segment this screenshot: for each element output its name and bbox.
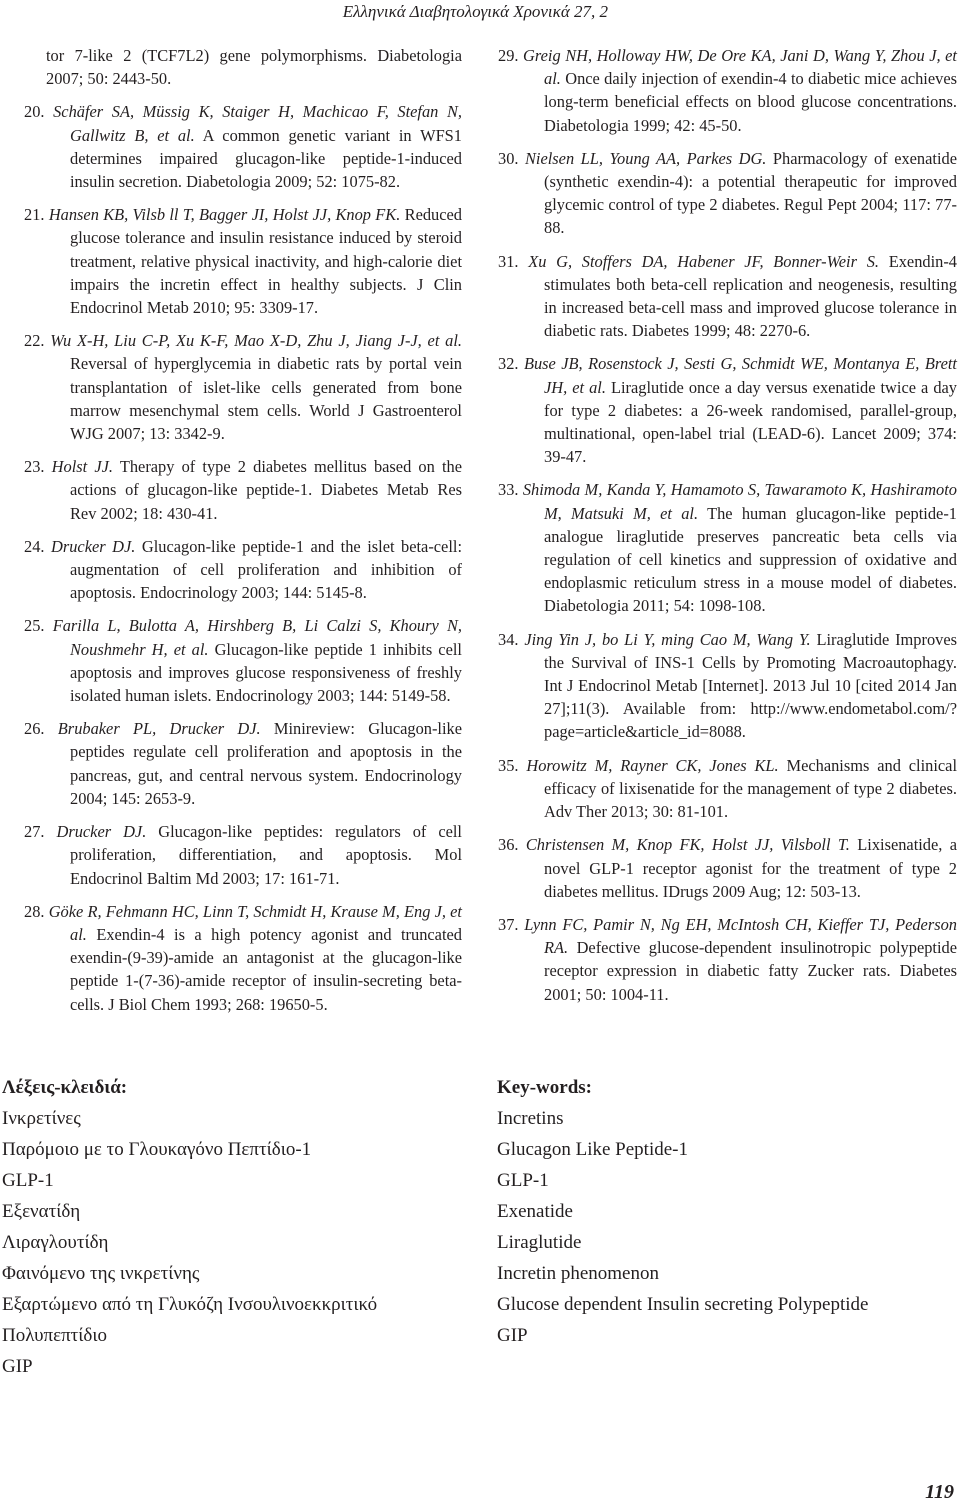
keywords-english-list xyxy=(497,1103,957,1351)
keyword-item: GIP xyxy=(497,1325,528,1346)
reference-number: 37. xyxy=(498,914,519,934)
reference-item xyxy=(498,628,957,744)
reference-text: Pharmacology of exenatide (synthetic exendin-4): a potential therapeutic for improved glycemic control of type 2 diabetes. Regul Pept 2004; 117: 77-88. xyxy=(544,148,957,238)
reference-text: Defective glucose-dependent insulinotropic polypeptide receptor expression in diabetic fatty Zucker rats. Diabetes 2001; 50: 1004-11. xyxy=(544,938,957,1004)
reference-authors: Brubaker PL, Drucker DJ. xyxy=(57,719,261,739)
reference-authors: Schäfer SA, Müssig K, Staiger H, Machicao F, Stefan N, Gallwitz B, et al. xyxy=(53,102,462,145)
references-right-column xyxy=(498,44,957,1016)
reference-text: Exendin-4 is a high potency agonist and truncated exendin-(9-39)-amide an antagonist at the glucagon-like peptide 1-(7-36)-amide receptor of insulin-secreting beta-cells. J Biol Chem 1993; 268: 19650-5. xyxy=(70,924,462,1014)
reference-number: 29. xyxy=(498,46,519,65)
reference-number: 28. xyxy=(24,901,45,921)
keyword-item: Exenatide xyxy=(497,1201,573,1222)
reference-authors: Farilla L, Bulotta A, Hirshberg B, Li Calzi S, Khoury N, Noushmehr H, et al. xyxy=(52,616,462,659)
keywords-greek-list xyxy=(2,1103,472,1382)
reference-text: Glucagon-like peptides: regulators of cell proliferation, differentiation, and apoptosis. Mol Endocrinol Baltim Md 2003; 17: 161-71. xyxy=(70,822,462,888)
running-header: Ελληνικά Διαβητολογικά Χρονικά 27, 2 xyxy=(342,2,608,21)
keyword-item: Ινκρετίνες xyxy=(2,1108,81,1129)
reference-item xyxy=(24,535,462,605)
reference-authors: Drucker DJ. xyxy=(51,536,136,556)
reference-item xyxy=(24,614,462,707)
reference-item xyxy=(24,329,462,445)
reference-item xyxy=(498,478,957,617)
reference-authors: Nielsen LL, Young AA, Parkes DG. xyxy=(524,148,767,168)
reference-number: 26. xyxy=(24,719,45,739)
reference-authors: Greig NH, Holloway HW, De Ore KA, Jani D, Wang Y, Zhou J, et al. xyxy=(523,46,957,89)
references-left-column xyxy=(24,44,462,1026)
reference-number: 30. xyxy=(498,148,519,168)
reference-text: Minireview: Glucagon-like peptides regulate cell proliferation and apoptosis in the pancreas, gut, and central nervous system. Endocrinology 2004; 145: 2653-9. xyxy=(70,719,462,808)
keyword-item: Glucose dependent Insulin secreting Polypeptide xyxy=(497,1294,869,1315)
reference-text: Liraglutide Improves the Survival of INS-1 Cells by Promoting Macroautophagy. Int J Endocrinol Metab [Internet]. 2013 Jul 10 [cited 2014 Jan 27];11(3). Available from: http://www.endometabol.com/?page=article&article_id=8088. xyxy=(544,629,957,742)
reference-text: A common genetic variant in WFS1 determines impaired glucagon-like peptide-1-induced insulin secretion. Diabetologia 2009; 52: 1075-82. xyxy=(70,125,462,192)
reference-number: 22. xyxy=(24,331,45,351)
reference-item xyxy=(498,147,957,240)
reference-number: 33. xyxy=(498,480,519,500)
reference-item xyxy=(498,250,957,343)
reference-authors: Göke R, Fehmann HC, Linn T, Schmidt H, Krause M, Eng J, et al. xyxy=(48,901,462,944)
reference-authors: Shimoda M, Kanda Y, Hamamoto S, Tawaramoto K, Hashiramoto M, Matsuki M, et al. xyxy=(522,480,957,523)
reference-number: 31. xyxy=(498,251,519,271)
reference-text: Mechanisms and clinical efficacy of lixisenatide for the management of type 2 diabetes. Adv Ther 2013; 30: 81-101. xyxy=(544,755,957,822)
reference-item xyxy=(24,100,462,193)
keyword-item: Liraglutide xyxy=(497,1232,582,1253)
reference-authors: Hansen KB, Vilsb ll T, Bagger JI, Holst JJ, Knop FK. xyxy=(48,205,401,225)
reference-number: 32. xyxy=(498,354,519,374)
reference-text: Glucagon-like peptide-1 and the islet beta-cell: augmentation of cell proliferation and inhibition of apoptosis. Endocrinology 2003; 144: 5145-8. xyxy=(70,536,462,603)
reference-text: Reversal of hyperglycemia in diabetic rats by portal vein transplantation of islet-like cells generated from bone marrow mesenchymal stem cells. World J Gastroenterol WJG 2007; 13: 3342-9. xyxy=(70,354,462,444)
keyword-item: Incretin phenomenon xyxy=(497,1263,659,1284)
reference-list-right xyxy=(498,44,957,1006)
keyword-item: Incretins xyxy=(497,1108,564,1129)
reference-authors: Xu G, Stoffers DA, Habener JF, Bonner-Weir S. xyxy=(528,251,879,271)
reference-text: Reduced glucose tolerance and insulin resistance induced by steroid treatment, relative physical inactivity, and high-calorie diet impairs the incretin effect in healthy subjects. J Clin Endocrinol Metab 2010; 95: 3309-17. xyxy=(70,205,462,318)
reference-authors: Buse JB, Rosenstock J, Sesti G, Schmidt WE, Montanya E, Brett JH, et al. xyxy=(523,354,957,397)
keywords-greek-title: Λέξεις-κλειδιά: xyxy=(2,1077,128,1098)
reference-number: 25. xyxy=(24,616,45,636)
reference-continuation: tor 7-like 2 (TCF7L2) gene polymorphisms. Diabetologia 2007; 50: 2443-50. xyxy=(46,46,462,89)
reference-item xyxy=(498,44,957,137)
reference-item xyxy=(498,352,957,468)
page-number: 119 xyxy=(925,1481,954,1503)
reference-item xyxy=(498,913,957,1006)
keyword-item: Λιραγλουτίδη xyxy=(2,1232,109,1253)
keyword-item: Πολυπεπτίδιο xyxy=(2,1325,107,1346)
keyword-item: Φαινόμενο της ινκρετίνης xyxy=(2,1263,200,1284)
reference-text: Exendin-4 stimulates both beta-cell replication and neogenesis, resulting in increased beta-cell mass and improved glucose tolerance in diabetic rats. Diabetes 1999; 48: 2270-6. xyxy=(544,251,957,341)
keyword-item: Glucagon Like Peptide-1 xyxy=(497,1139,689,1160)
reference-item xyxy=(24,900,462,1016)
reference-number: 21. xyxy=(24,205,45,225)
reference-authors: Christensen M, Knop FK, Holst JJ, Vilsboll T. xyxy=(525,835,850,855)
reference-list-left xyxy=(24,100,462,1015)
reference-text: Therapy of type 2 diabetes mellitus based on the actions of glucagon-like peptide-1. Diabetes Metab Res Rev 2002; 18: 430-41. xyxy=(70,457,462,523)
reference-text: The human glucagon-like peptide-1 analogue liraglutide preserves pancreatic beta cells via regulation of cell kinetics and suppression of oxidative and endoplasmic reticulum stress in a mouse model of diabetes. Diabetologia 2011; 54: 1098-108. xyxy=(544,503,957,616)
keyword-item: Εξενατίδη xyxy=(2,1201,81,1222)
keywords-greek xyxy=(2,1072,472,1382)
reference-number: 23. xyxy=(24,457,45,477)
reference-number: 35. xyxy=(498,755,519,775)
reference-item xyxy=(498,754,957,824)
reference-authors: Drucker DJ. xyxy=(56,822,147,842)
reference-authors: Holst JJ. xyxy=(51,457,113,477)
reference-number: 36. xyxy=(498,835,519,855)
reference-item xyxy=(24,455,462,525)
reference-number: 34. xyxy=(498,629,519,649)
reference-text: Liraglutide once a day versus exenatide twice a day for type 2 diabetes: a 26-week randomised, parallel-group, multinational, open-label trial (LEAD-6). Lancet 2009; 374: 39-47. xyxy=(544,377,957,467)
reference-item xyxy=(24,717,462,810)
keyword-item: GIP xyxy=(2,1356,33,1377)
keywords-english xyxy=(497,1072,957,1351)
keyword-item: GLP-1 xyxy=(2,1170,54,1191)
reference-text: Glucagon-like peptide 1 inhibits cell apoptosis and improves glucose responsiveness of freshly isolated human islets. Endocrinology 2003; 144: 5149-58. xyxy=(70,639,462,706)
keywords-english-title: Key-words: xyxy=(497,1077,592,1098)
reference-number: 20. xyxy=(24,102,45,122)
reference-text: Once daily injection of exendin-4 to diabetic mice achieves long-term beneficial effects on blood glucose concentrations. Diabetologia 1999; 42: 45-50. xyxy=(544,69,957,135)
keyword-item: Εξαρτώμενο από τη Γλυκόζη Ινσουλινοεκκριτικό xyxy=(2,1294,378,1315)
keyword-item: GLP-1 xyxy=(497,1170,549,1191)
reference-number: 24. xyxy=(24,536,45,556)
reference-number: 27. xyxy=(24,822,45,842)
keyword-item: Παρόμοιο με το Γλουκαγόνο Πεπτίδιο-1 xyxy=(2,1139,312,1160)
reference-authors: Horowitz M, Rayner CK, Jones KL. xyxy=(526,755,779,775)
reference-authors: Jing Yin J, bo Li Y, ming Cao M, Wang Y. xyxy=(524,629,811,649)
reference-authors: Lynn FC, Pamir N, Ng EH, McIntosh CH, Kieffer TJ, Pederson RA. xyxy=(524,914,957,958)
reference-item xyxy=(498,833,957,903)
reference-text: Lixisenatide, a novel GLP-1 receptor agonist for the treatment of type 2 diabetes mellitus. IDrugs 2009 Aug; 12: 503-13. xyxy=(544,835,957,901)
reference-item xyxy=(24,203,462,319)
reference-authors: Wu X-H, Liu C-P, Xu K-F, Mao X-D, Zhu J, Jiang J-J, et al. xyxy=(50,331,462,351)
reference-item xyxy=(24,820,462,890)
